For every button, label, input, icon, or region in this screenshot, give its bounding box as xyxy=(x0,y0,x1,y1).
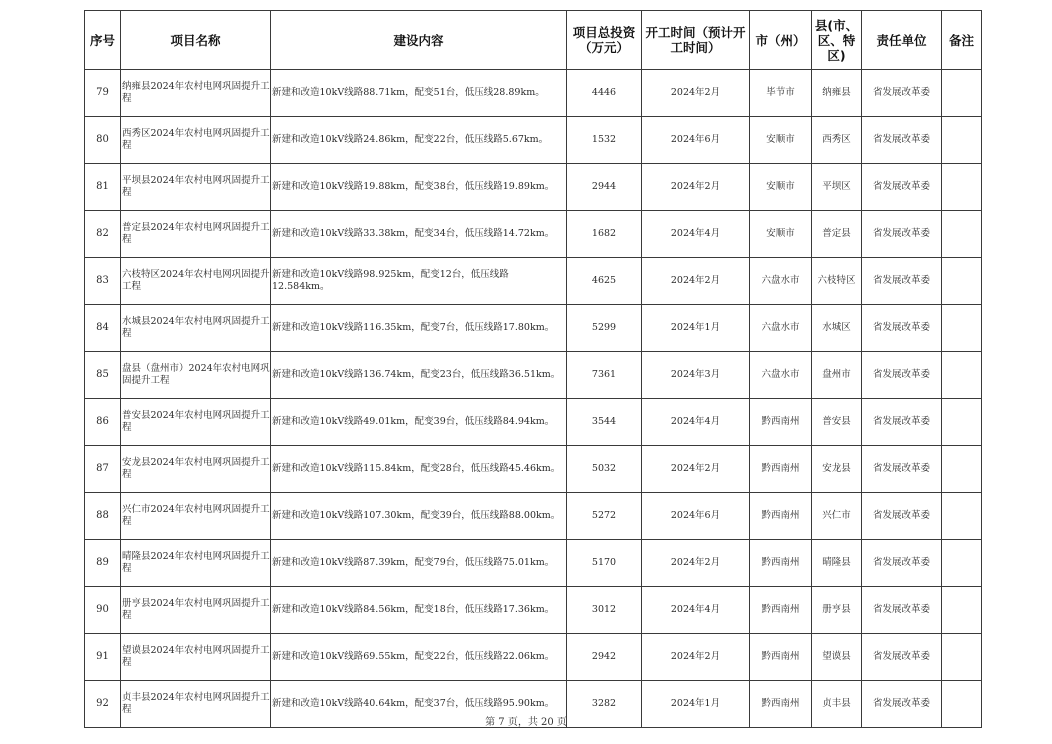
cell-responsible-unit: 省发展改革委 xyxy=(862,305,942,352)
cell-content: 新建和改造10kV线路87.39km，配变79台，低压线路75.01km。 xyxy=(271,540,567,587)
cell-responsible-unit: 省发展改革委 xyxy=(862,164,942,211)
cell-project-name: 平坝县2024年农村电网巩固提升工程 xyxy=(121,164,271,211)
cell-county: 平坝区 xyxy=(812,164,862,211)
cell-county: 晴隆县 xyxy=(812,540,862,587)
cell-responsible-unit: 省发展改革委 xyxy=(862,352,942,399)
cell-remarks xyxy=(942,70,982,117)
cell-project-name: 普定县2024年农村电网巩固提升工程 xyxy=(121,211,271,258)
cell-county: 望谟县 xyxy=(812,634,862,681)
cell-investment: 5272 xyxy=(567,493,642,540)
cell-index: 85 xyxy=(85,352,121,399)
cell-project-name: 盘县（盘州市）2024年农村电网巩固提升工程 xyxy=(121,352,271,399)
cell-start-time: 2024年3月 xyxy=(642,352,750,399)
cell-responsible-unit: 省发展改革委 xyxy=(862,117,942,164)
cell-investment: 3012 xyxy=(567,587,642,634)
cell-city: 安顺市 xyxy=(750,211,812,258)
cell-remarks xyxy=(942,587,982,634)
cell-start-time: 2024年1月 xyxy=(642,305,750,352)
cell-start-time: 2024年1月 xyxy=(642,681,750,728)
table-row xyxy=(85,352,982,399)
cell-content: 新建和改造10kV线路115.84km，配变28台，低压线路45.46km。 xyxy=(271,446,567,493)
cell-responsible-unit: 省发展改革委 xyxy=(862,681,942,728)
header-city: 市（州） xyxy=(750,11,812,70)
cell-city: 安顺市 xyxy=(750,164,812,211)
cell-county: 贞丰县 xyxy=(812,681,862,728)
cell-city: 毕节市 xyxy=(750,70,812,117)
header-county: 县(市、区、特区) xyxy=(812,11,862,70)
cell-city: 黔西南州 xyxy=(750,540,812,587)
cell-county: 兴仁市 xyxy=(812,493,862,540)
cell-project-name: 贞丰县2024年农村电网巩固提升工程 xyxy=(121,681,271,728)
cell-remarks xyxy=(942,117,982,164)
cell-remarks xyxy=(942,493,982,540)
table-row xyxy=(85,446,982,493)
table-row xyxy=(85,117,982,164)
cell-project-name: 水城县2024年农村电网巩固提升工程 xyxy=(121,305,271,352)
cell-city: 黔西南州 xyxy=(750,493,812,540)
cell-investment: 1532 xyxy=(567,117,642,164)
cell-responsible-unit: 省发展改革委 xyxy=(862,634,942,681)
cell-county: 纳雍县 xyxy=(812,70,862,117)
cell-responsible-unit: 省发展改革委 xyxy=(862,446,942,493)
cell-city: 黔西南州 xyxy=(750,446,812,493)
cell-project-name: 纳雍县2024年农村电网巩固提升工程 xyxy=(121,70,271,117)
cell-responsible-unit: 省发展改革委 xyxy=(862,587,942,634)
cell-content: 新建和改造10kV线路84.56km，配变18台，低压线路17.36km。 xyxy=(271,587,567,634)
cell-content: 新建和改造10kV线路107.30km，配变39台，低压线路88.00km。 xyxy=(271,493,567,540)
header-project-name: 项目名称 xyxy=(121,11,271,70)
cell-investment: 4446 xyxy=(567,70,642,117)
cell-index: 88 xyxy=(85,493,121,540)
cell-start-time: 2024年4月 xyxy=(642,587,750,634)
cell-remarks xyxy=(942,164,982,211)
cell-project-name: 望谟县2024年农村电网巩固提升工程 xyxy=(121,634,271,681)
table-row xyxy=(85,587,982,634)
cell-start-time: 2024年2月 xyxy=(642,258,750,305)
cell-project-name: 安龙县2024年农村电网巩固提升工程 xyxy=(121,446,271,493)
header-responsible-unit: 责任单位 xyxy=(862,11,942,70)
cell-city: 安顺市 xyxy=(750,117,812,164)
cell-remarks xyxy=(942,211,982,258)
cell-city: 黔西南州 xyxy=(750,681,812,728)
cell-remarks xyxy=(942,305,982,352)
cell-responsible-unit: 省发展改革委 xyxy=(862,211,942,258)
cell-index: 84 xyxy=(85,305,121,352)
cell-county: 六枝特区 xyxy=(812,258,862,305)
cell-city: 六盘水市 xyxy=(750,305,812,352)
cell-start-time: 2024年4月 xyxy=(642,399,750,446)
cell-project-name: 普安县2024年农村电网巩固提升工程 xyxy=(121,399,271,446)
cell-remarks xyxy=(942,258,982,305)
cell-responsible-unit: 省发展改革委 xyxy=(862,399,942,446)
cell-city: 黔西南州 xyxy=(750,587,812,634)
cell-index: 89 xyxy=(85,540,121,587)
table-row xyxy=(85,258,982,305)
cell-county: 西秀区 xyxy=(812,117,862,164)
cell-county: 水城区 xyxy=(812,305,862,352)
cell-city: 黔西南州 xyxy=(750,399,812,446)
cell-content: 新建和改造10kV线路69.55km，配变22台，低压线路22.06km。 xyxy=(271,634,567,681)
cell-remarks xyxy=(942,446,982,493)
table-row xyxy=(85,70,982,117)
cell-start-time: 2024年2月 xyxy=(642,164,750,211)
cell-start-time: 2024年6月 xyxy=(642,117,750,164)
table-row xyxy=(85,634,982,681)
cell-start-time: 2024年2月 xyxy=(642,70,750,117)
cell-remarks xyxy=(942,399,982,446)
cell-index: 80 xyxy=(85,117,121,164)
cell-content: 新建和改造10kV线路88.71km，配变51台，低压线28.89km。 xyxy=(271,70,567,117)
cell-investment: 5299 xyxy=(567,305,642,352)
header-start-time: 开工时间（预计开工时间） xyxy=(642,11,750,70)
cell-index: 81 xyxy=(85,164,121,211)
cell-project-name: 册亨县2024年农村电网巩固提升工程 xyxy=(121,587,271,634)
cell-index: 79 xyxy=(85,70,121,117)
cell-county: 普安县 xyxy=(812,399,862,446)
cell-content: 新建和改造10kV线路98.925km，配变12台，低压线路12.584km。 xyxy=(271,258,567,305)
cell-index: 91 xyxy=(85,634,121,681)
project-table xyxy=(84,10,982,728)
cell-county: 安龙县 xyxy=(812,446,862,493)
cell-responsible-unit: 省发展改革委 xyxy=(862,258,942,305)
cell-responsible-unit: 省发展改革委 xyxy=(862,493,942,540)
cell-investment: 7361 xyxy=(567,352,642,399)
cell-start-time: 2024年2月 xyxy=(642,540,750,587)
table-row xyxy=(85,493,982,540)
cell-content: 新建和改造10kV线路40.64km，配变37台，低压线路95.90km。 xyxy=(271,681,567,728)
cell-remarks xyxy=(942,352,982,399)
cell-investment: 3282 xyxy=(567,681,642,728)
cell-investment: 5170 xyxy=(567,540,642,587)
cell-start-time: 2024年2月 xyxy=(642,446,750,493)
header-remarks: 备注 xyxy=(942,11,982,70)
cell-remarks xyxy=(942,540,982,587)
cell-start-time: 2024年4月 xyxy=(642,211,750,258)
cell-county: 册亨县 xyxy=(812,587,862,634)
cell-county: 盘州市 xyxy=(812,352,862,399)
cell-project-name: 兴仁市2024年农村电网巩固提升工程 xyxy=(121,493,271,540)
cell-content: 新建和改造10kV线路136.74km，配变23台，低压线路36.51km。 xyxy=(271,352,567,399)
cell-index: 90 xyxy=(85,587,121,634)
cell-index: 82 xyxy=(85,211,121,258)
header-construction-content: 建设内容 xyxy=(271,11,567,70)
cell-index: 83 xyxy=(85,258,121,305)
cell-remarks xyxy=(942,634,982,681)
cell-investment: 5032 xyxy=(567,446,642,493)
cell-investment: 1682 xyxy=(567,211,642,258)
cell-city: 六盘水市 xyxy=(750,258,812,305)
cell-start-time: 2024年6月 xyxy=(642,493,750,540)
header-total-investment: 项目总投资（万元） xyxy=(567,11,642,70)
table-row xyxy=(85,540,982,587)
table-row xyxy=(85,211,982,258)
table-row xyxy=(85,399,982,446)
cell-start-time: 2024年2月 xyxy=(642,634,750,681)
cell-county: 普定县 xyxy=(812,211,862,258)
table-row xyxy=(85,305,982,352)
table-row xyxy=(85,164,982,211)
cell-investment: 2942 xyxy=(567,634,642,681)
header-row xyxy=(85,11,982,70)
cell-content: 新建和改造10kV线路24.86km，配变22台，低压线路5.67km。 xyxy=(271,117,567,164)
cell-index: 87 xyxy=(85,446,121,493)
cell-index: 86 xyxy=(85,399,121,446)
cell-project-name: 西秀区2024年农村电网巩固提升工程 xyxy=(121,117,271,164)
page-number: 第 7 页，共 20 页 xyxy=(485,717,567,728)
cell-content: 新建和改造10kV线路19.88km，配变38台，低压线路19.89km。 xyxy=(271,164,567,211)
cell-investment: 4625 xyxy=(567,258,642,305)
header-index: 序号 xyxy=(85,11,121,70)
cell-project-name: 晴隆县2024年农村电网巩固提升工程 xyxy=(121,540,271,587)
cell-investment: 2944 xyxy=(567,164,642,211)
cell-investment: 3544 xyxy=(567,399,642,446)
cell-project-name: 六枝特区2024年农村电网巩固提升工程 xyxy=(121,258,271,305)
cell-city: 六盘水市 xyxy=(750,352,812,399)
cell-city: 黔西南州 xyxy=(750,634,812,681)
cell-responsible-unit: 省发展改革委 xyxy=(862,70,942,117)
cell-content: 新建和改造10kV线路49.01km，配变39台，低压线路84.94km。 xyxy=(271,399,567,446)
cell-content: 新建和改造10kV线路116.35km，配变7台，低压线路17.80km。 xyxy=(271,305,567,352)
cell-index: 92 xyxy=(85,681,121,728)
cell-content: 新建和改造10kV线路33.38km，配变34台，低压线路14.72km。 xyxy=(271,211,567,258)
cell-responsible-unit: 省发展改革委 xyxy=(862,540,942,587)
